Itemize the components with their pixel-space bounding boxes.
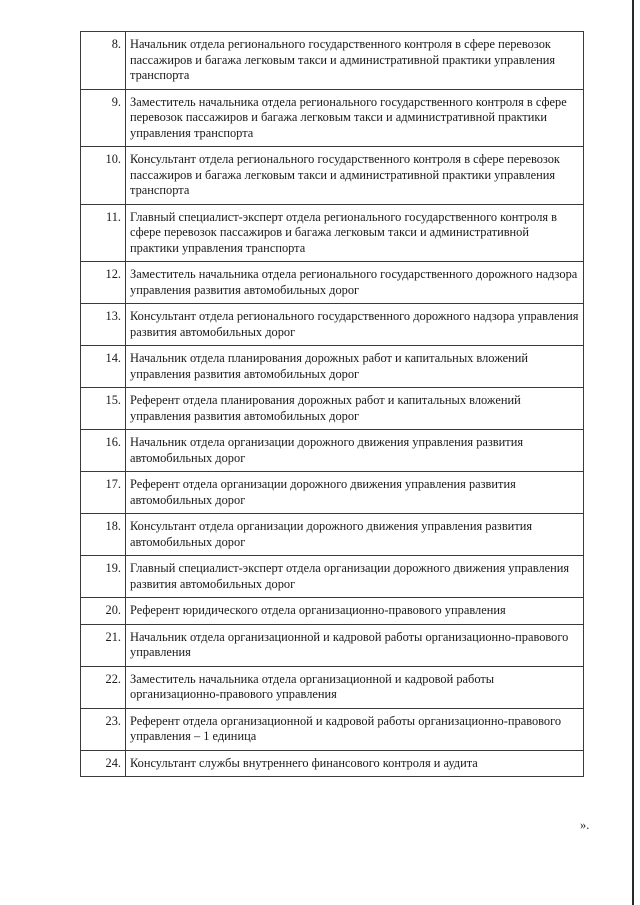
row-number: 17. [81, 472, 126, 514]
position-title: Референт отдела организации дорожного движения управления развития автомобильных дорог [126, 472, 584, 514]
table-row [81, 514, 584, 556]
position-title: Начальник отдела организационной и кадровой работы организационно-правового управления [126, 624, 584, 666]
position-title: Консультант отдела регионального государственного дорожного надзора управления развития автомобильных дорог [126, 304, 584, 346]
position-title: Заместитель начальника отдела организационной и кадровой работы организационно-правового управления [126, 666, 584, 708]
row-number: 14. [81, 346, 126, 388]
table-row [81, 388, 584, 430]
position-title: Начальник отдела планирования дорожных работ и капитальных вложений управления развития автомобильных дорог [126, 346, 584, 388]
row-number: 10. [81, 147, 126, 205]
position-title: Консультант службы внутреннего финансового контроля и аудита [126, 750, 584, 777]
position-title: Референт отдела организационной и кадровой работы организационно-правового управления – 1 единица [126, 708, 584, 750]
table-row [81, 708, 584, 750]
row-number: 23. [81, 708, 126, 750]
closing-quote-mark: ». [580, 818, 590, 832]
row-number: 16. [81, 430, 126, 472]
row-number: 15. [81, 388, 126, 430]
table-row [81, 750, 584, 777]
position-title: Главный специалист-эксперт отдела организации дорожного движения управления развития автомобильных дорог [126, 556, 584, 598]
position-title: Начальник отдела организации дорожного движения управления развития автомобильных дорог [126, 430, 584, 472]
row-number: 18. [81, 514, 126, 556]
table-row [81, 430, 584, 472]
table-row [81, 147, 584, 205]
row-number: 19. [81, 556, 126, 598]
table-row [81, 89, 584, 147]
table-row [81, 556, 584, 598]
table-row [81, 472, 584, 514]
position-title: Начальник отдела регионального государственного контроля в сфере перевозок пассажиров и багажа легковым такси и административной практики управления транспорта [126, 32, 584, 90]
table-row [81, 666, 584, 708]
row-number: 13. [81, 304, 126, 346]
position-title: Заместитель начальника отдела регионального государственного контроля в сфере перевозок пассажиров и багажа легковым такси и административной практики управления транспорта [126, 89, 584, 147]
table-row [81, 204, 584, 262]
scan-edge-line [632, 0, 634, 905]
table-row [81, 598, 584, 625]
row-number: 24. [81, 750, 126, 777]
position-title: Заместитель начальника отдела регионального государственного дорожного надзора управления развития автомобильных дорог [126, 262, 584, 304]
row-number: 11. [81, 204, 126, 262]
row-number: 20. [81, 598, 126, 625]
row-number: 22. [81, 666, 126, 708]
positions-table [80, 31, 584, 777]
row-number: 12. [81, 262, 126, 304]
row-number: 8. [81, 32, 126, 90]
position-title: Главный специалист-эксперт отдела регионального государственного контроля в сфере перевозок пассажиров и багажа легковым такси и административной практики управления транспорта [126, 204, 584, 262]
position-title: Консультант отдела организации дорожного движения управления развития автомобильных дорог [126, 514, 584, 556]
row-number: 21. [81, 624, 126, 666]
table-row [81, 262, 584, 304]
table-row [81, 346, 584, 388]
table-row [81, 624, 584, 666]
position-title: Референт отдела планирования дорожных работ и капитальных вложений управления развития автомобильных дорог [126, 388, 584, 430]
position-title: Консультант отдела регионального государственного контроля в сфере перевозок пассажиров и багажа легковым такси и административной практики управления транспорта [126, 147, 584, 205]
row-number: 9. [81, 89, 126, 147]
positions-table-body [81, 32, 584, 777]
table-row [81, 304, 584, 346]
table-row [81, 32, 584, 90]
position-title: Референт юридического отдела организационно-правового управления [126, 598, 584, 625]
